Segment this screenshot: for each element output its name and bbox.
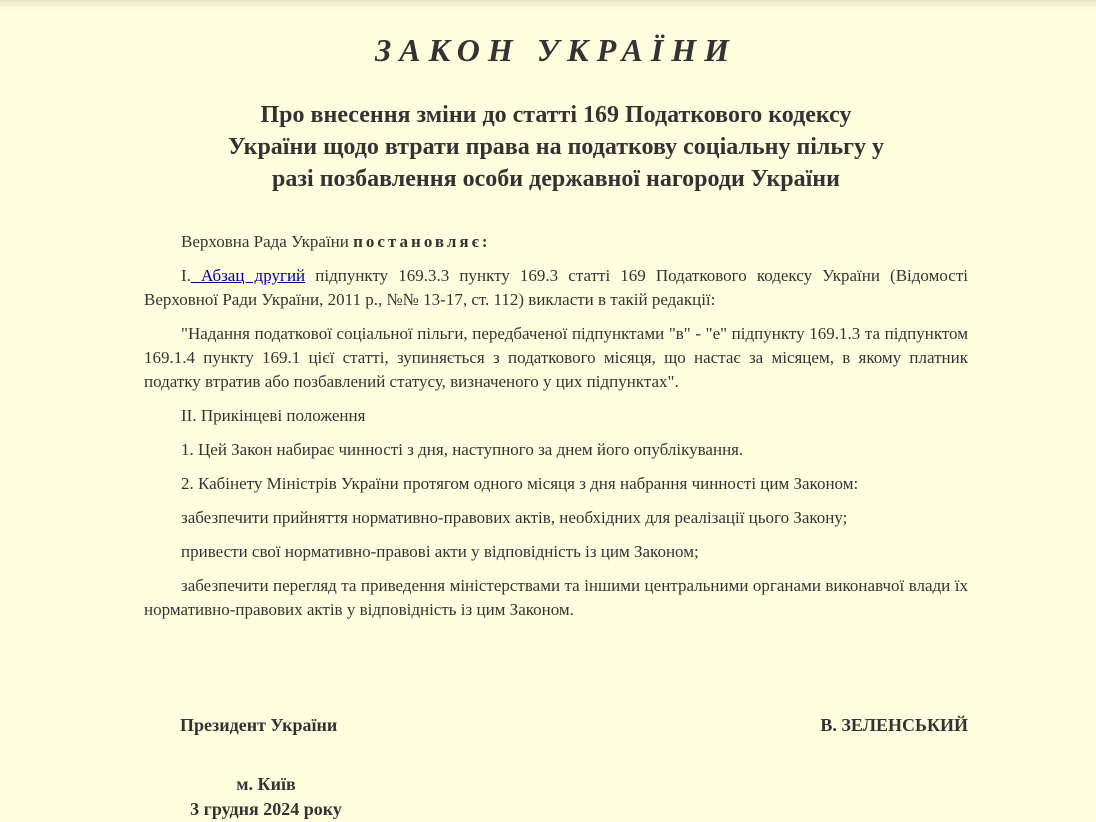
law-heading: ЗАКОН УКРАЇНИ — [374, 32, 738, 68]
abzac-druhyi-link[interactable]: Абзац другий — [190, 266, 306, 285]
quoted-amendment: "Надання податкової соціальної пільги, передбаченої підпунктами "в" - "е" підпункту 169.1.3 та підпунктом 169.1.4 пункту 169.1 цієї статті, зупиняється з податкового місяця, що настає за місяцем, в якому платник податку втратив або позбавлений статусу, визначеного у цих підпунктах". — [144, 324, 968, 391]
preamble-text: Верховна Рада України — [181, 232, 354, 251]
law-title-line: України щодо втрати права на податкову соціальну пільгу у — [227, 134, 884, 160]
law-body — [144, 230, 968, 622]
place-date-block — [180, 772, 352, 822]
preamble-emphasis: постановляє: — [353, 232, 491, 251]
date: 3 грудня 2024 року — [190, 799, 342, 819]
law-title — [144, 99, 968, 195]
signatory-position: Президент України — [180, 715, 338, 735]
subitem: забезпечити перегляд та приведення міністерствами та іншими центральними органами виконавчої влади їх нормативно-правових актів у відповідність із цим Законом. — [144, 576, 968, 619]
top-shadow — [0, 0, 1096, 10]
subitem: привести свої нормативно-правові акти у відповідність із цим Законом; — [181, 542, 699, 561]
preamble — [144, 230, 968, 254]
law-title-line: Про внесення зміни до статті 169 Податкового кодексу — [260, 102, 852, 128]
final-item-1: 1. Цей Закон набирає чинності з дня, наступного за днем його опублікування. — [181, 440, 744, 459]
final-item-2: 2. Кабінету Міністрів України протягом одного місяця з дня набрання чинності цим Законом: — [181, 474, 859, 493]
law-title-line: разі позбавлення особи державної нагороди України — [272, 166, 840, 192]
place: м. Київ — [236, 774, 296, 794]
subitem: забезпечити прийняття нормативно-правових актів, необхідних для реалізації цього Закону; — [181, 508, 848, 527]
section2-title: II. Прикінцеві положення — [181, 406, 366, 425]
section1-text: підпункту 169.3.3 пункту 169.3 статті 169 Податкового кодексу України (Відомості Верховної Ради України, 2011 р., №№ 13-17, ст. 112) викласти в такій редакції: — [144, 266, 968, 309]
section1-prefix: I. — [181, 266, 191, 285]
signatory-name: В. ЗЕЛЕНСЬКИЙ — [820, 715, 968, 735]
section1-paragraph — [144, 264, 968, 312]
